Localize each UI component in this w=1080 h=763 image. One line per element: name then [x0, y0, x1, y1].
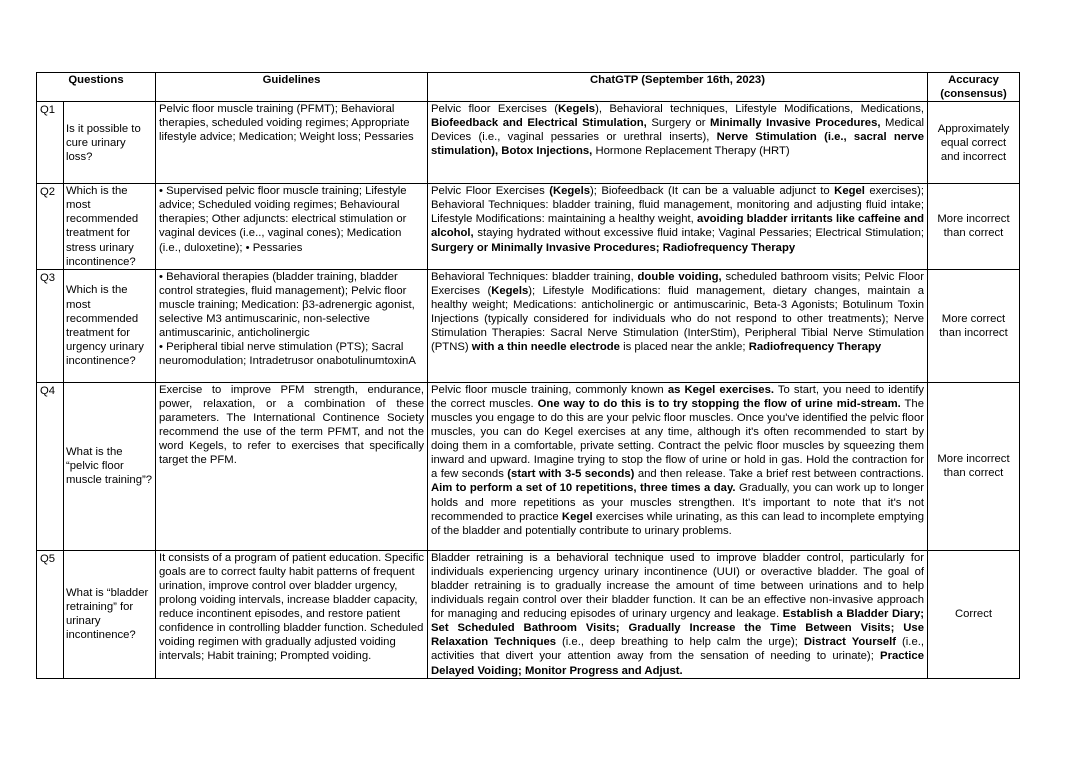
question-id: Q5 [37, 550, 64, 678]
header-questions: Questions [37, 73, 156, 102]
text-run: The muscles you engage to do this are your pelvic floor muscles. Once you've identified the pelvic floor muscles, you can do Kegel exercises at any time, although it's often recommended to start by doing them in a comfortable, private setting. Contract the pelvic floor muscles by squeezing them inward and upward. Imagine trying to stop the flow of urine or hold in gas. Hold the contraction for a few seconds [431, 397, 924, 481]
text-run: Gradually, you can work up to longer holds and more repetitions as your muscles strengthen. It's important to note that it's not recommended to practice [431, 482, 924, 523]
chatgpt-answer-cell [428, 184, 928, 270]
chatgpt-answer-cell [428, 269, 928, 382]
text-run: (i.e., deep breathing to help calm the urge); [556, 636, 804, 649]
text-run: To start, you need to identify the correct muscles. [431, 383, 924, 410]
accuracy-cell: More incorrect than correct [928, 184, 1020, 270]
bold-text-run: Minimally Invasive Procedures, [710, 117, 881, 130]
question-id: Q4 [37, 382, 64, 550]
text-run: Pelvic Floor Exercises [431, 185, 550, 198]
question-id: Q1 [37, 102, 64, 184]
table-row [37, 102, 1020, 184]
question-text: Which is the most recommended treatment for stress urinary incontinence? [64, 184, 156, 270]
text-run: scheduled bathroom visits; Pelvic Floor Exercises ( [431, 270, 924, 297]
question-id: Q2 [37, 184, 64, 270]
bold-text-run: Aim to perform a set of 10 repetitions, three times a day. [431, 482, 736, 495]
chatgpt-answer-cell [428, 550, 928, 678]
bold-text-run: Biofeedback and Electrical Stimulation, [431, 117, 647, 130]
bold-text-run: with a thin needle electrode [471, 341, 620, 354]
question-text: What is “bladder retraining” for urinary incontinence? [64, 550, 156, 678]
text-run: and then release. Take a brief rest between contractions. [634, 468, 924, 481]
header-accuracy: Accuracy (consensus) [928, 73, 1020, 102]
bold-text-run: as Kegel exercises. [667, 383, 774, 396]
table-row [37, 269, 1020, 382]
header-chatgpt: ChatGTP (September 16th, 2023) [428, 73, 928, 102]
chatgpt-answer-cell [428, 382, 928, 550]
bold-text-run: One way to do this is to try stopping the flow of urine mid-stream. [537, 397, 901, 410]
accuracy-cell: Correct [928, 550, 1020, 678]
guidelines-cell: • Supervised pelvic floor muscle training; Lifestyle advice; Scheduled voiding regimes; Behavioural therapies; Other adjuncts: electrical stimulation or vaginal devices (i.e.., vaginal cones); Medication (i.e., duloxetine); • Pessaries [156, 184, 428, 270]
text-run: Hormone Replacement Therapy (HRT) [592, 145, 790, 158]
bold-text-run: Establish a Bladder Diary; Set Scheduled Bathroom Visits; Gradually Increase the Time Between Visits; Use Relaxation Techniques [431, 608, 924, 649]
accuracy-cell: More correct than incorrect [928, 269, 1020, 382]
text-run: is placed near the ankle; [619, 341, 749, 354]
guidelines-cell: Exercise to improve PFM strength, endurance, power, relaxation, or a combination of these parameters. The International Continence Society recommend the use of the term PFMT, and not the word Kegels, to refer to exercises that specifically target the PFM. [156, 382, 428, 550]
bold-text-run: (Kegels [549, 185, 590, 198]
text-run: exercises); Behavioral Techniques: bladder training, fluid management, monitoring and adjusting fluid intake; Lifestyle Modifications: maintaining a healthy weight, [431, 185, 924, 226]
guidelines-cell: It consists of a program of patient education. Specific goals are to correct faulty habit patterns of frequent urination, improve control over bladder urgency, prolong voiding intervals, increase bladder capacity, reduce incontinent episodes, and restore patient confidence in controlling bladder function. Scheduled voiding regimen with gradually adjusted voiding intervals; Habit training; Prompted voiding. [156, 550, 428, 678]
text-run: Surgery or [646, 117, 711, 130]
text-run: exercises while urinating, as this can lead to incomplete emptying of the bladder and potentially contribute to urinary problems. [431, 510, 924, 537]
text-run: (i.e., activities that divert your attention away from the sensation of needing to urinate); [431, 636, 925, 663]
bold-text-run: Distract Yourself [803, 636, 897, 649]
bold-text-run: Kegels [491, 284, 529, 297]
bold-text-run: Kegel [561, 510, 593, 523]
table-row [37, 550, 1020, 678]
text-run: Pelvic floor muscle training, commonly known [431, 383, 668, 396]
table-row [37, 382, 1020, 550]
table-row [37, 184, 1020, 270]
accuracy-cell: Approximately equal correct and incorrect [928, 102, 1020, 184]
question-text: What is the “pelvic floor muscle training”? [64, 382, 156, 550]
chatgpt-answer-cell [428, 102, 928, 184]
text-run: Medical Devices (i.e., vaginal pessaries or urethral inserts), [431, 117, 924, 144]
text-run: ); Biofeedback (It can be a valuable adjunct to [590, 185, 835, 198]
question-id: Q3 [37, 269, 64, 382]
bold-text-run: (start with 3-5 seconds) [507, 468, 635, 481]
text-run: ); Lifestyle Modifications: fluid management, dietary changes, maintain a healthy weight; Medications: anticholinergic or antimuscarinic, Beta-3 Agonists; Botulinum Toxin Injections (typically considered for individuals who do not respond to other treatments); Nerve Stimulation Therapies: Sacral Nerve Stimulation (InterStim), Peripheral Tibial Nerve Stimulation (PTNS) [431, 284, 924, 354]
header-row [37, 73, 1020, 102]
header-guidelines: Guidelines [156, 73, 428, 102]
guidelines-cell: Pelvic floor muscle training (PFMT); Behavioral therapies, scheduled voiding regimes; Appropriate lifestyle advice; Medication; Weight loss; Pessaries [156, 102, 428, 184]
guidelines-cell: • Behavioral therapies (bladder training, bladder control strategies, fluid management); Pelvic floor muscle training; Medication: β3-adrenergic agonist, selective M3 antimuscarinic, non-selective antimuscarinic, anticholinergic • Peripheral tibial nerve stimulation (PTS); Sacral neuromodulation; Intradetrusor onabotulinumtoxinA [156, 269, 428, 382]
bold-text-run: Kegels [558, 103, 596, 116]
question-text: Which is the most recommended treatment for urgency urinary incontinence? [64, 269, 156, 382]
text-run: Pelvic floor Exercises ( [431, 103, 559, 116]
accuracy-cell: More incorrect than correct [928, 382, 1020, 550]
bold-text-run: double voiding, [637, 270, 722, 283]
question-text: Is it possible to cure urinary loss? [64, 102, 156, 184]
comparison-table [36, 72, 1020, 679]
bold-text-run: Radiofrequency Therapy [748, 341, 882, 354]
bold-text-run: Surgery or Minimally Invasive Procedures; Radiofrequency Therapy [431, 241, 796, 254]
bold-text-run: Kegel [834, 185, 865, 198]
bold-text-run: Practice Delayed Voiding; Monitor Progress and Adjust. [431, 650, 924, 677]
text-run: Bladder retraining is a behavioral technique used to improve bladder control, particularly for individuals experiencing urgency urinary incontinence (UUI) or overactive bladder. The goal of bladder retraining is to gradually increase the amount of time between urinations and to help individuals regain control over their bladder function. It can be an effective non-invasive approach for managing and reducing episodes of urinary urgency and leakage. [431, 551, 924, 621]
bold-text-run: avoiding bladder irritants like caffeine and alcohol, [431, 213, 924, 240]
text-run: Behavioral Techniques: bladder training, [431, 270, 638, 283]
text-run: staying hydrated without excessive fluid intake; Vaginal Pessaries; Electrical Stimulation; [473, 227, 924, 240]
text-run: ), Behavioral techniques, Lifestyle Modifications, Medications, [595, 103, 924, 116]
bold-text-run: Nerve Stimulation (i.e., sacral nerve stimulation), Botox Injections, [431, 131, 924, 158]
